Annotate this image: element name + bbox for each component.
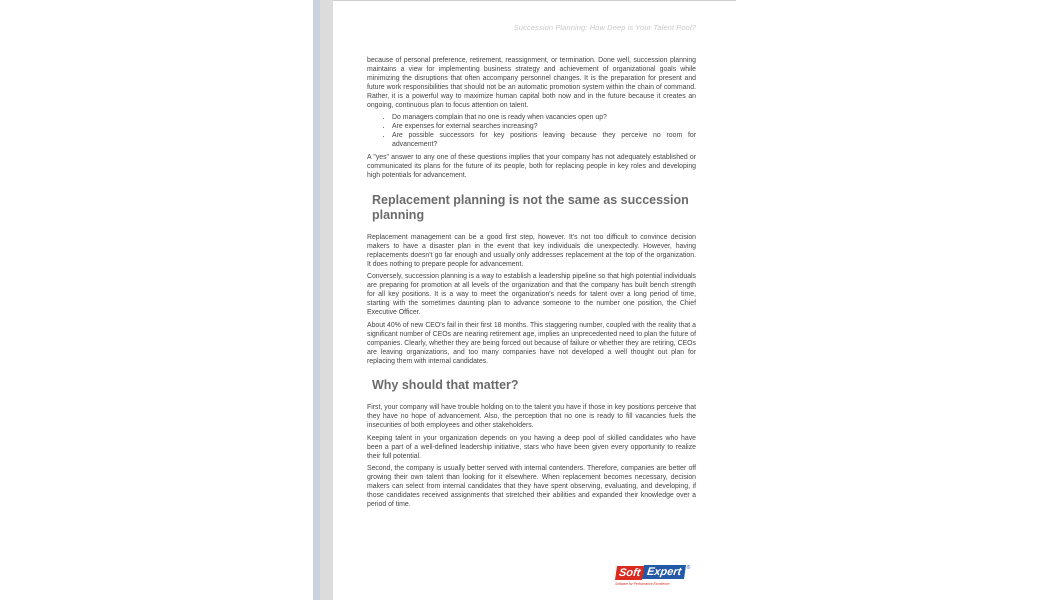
running-header: Succession Planning: How Deep is Your Talent Pool?: [513, 23, 696, 32]
registered-mark: ®: [686, 565, 691, 571]
list-item: • Are expenses for external searches increasing?: [392, 123, 696, 132]
logo-soft-block: Soft: [614, 565, 646, 581]
logo-tagline: Software for Performance Excellence: [615, 582, 670, 586]
list-item: • Are possible successors for key positions leaving because they perceive no room for advancement?: [392, 132, 696, 150]
body-paragraph: Replacement management can be a good first step, however. It's not too difficult to convince decision makers to have a disaster plan in the event that key individuals die unexpectedly. However, having replacements doesn't go far enough and usually only addresses replacement at the top of the organization. It does nothing to prepare people for advancement.: [367, 233, 696, 268]
body-paragraph: First, your company will have trouble holding on to the talent you have if those in key positions perceive that they have no hope of advancement. Also, the perception that no one is ready to fill vacancies fuels the insecurities of both employees and other stakeholders.: [367, 403, 696, 429]
body-paragraph: Conversely, succession planning is a way to establish a leadership pipeline so that high potential individuals are preparing for promotion at all levels of the organization and that the company has built bench strength for all key positions. It is a way to meet the organization's needs for talent over a long period of time, starting with the sometimes daunting plan to advance someone to the number one position, the Chief Executive Officer.: [367, 273, 696, 317]
list-item: • Do managers complain that no one is ready when vacancies open up?: [392, 114, 696, 123]
section-heading-replacement-planning: Replacement planning is not the same as succession planning: [372, 192, 689, 223]
logo-wordmark: [615, 565, 697, 581]
question-list: [367, 114, 696, 150]
body-paragraph: About 40% of new CEO's fail in their first 18 months. This staggering number, coupled with the reality that a significant number of CEOs are nearing retirement age, implies an unprecedented need to plan the future of companies. Clearly, whether they are being forced out because of failure or whether they are retiring, CEOs are leaving organizations, and too many companies have not developed a well thought out plan for replacing them with internal candidates.: [367, 321, 696, 365]
page-content: [367, 57, 696, 514]
document-page: [333, 0, 736, 600]
intro-paragraph: because of personal preference, retirement, reassignment, or termination. Done well, succession planning maintains a view for implementing business strategy and achievement of organizational goals while minimizing the disruptions that often accompany personnel changes. It is the preparation for present and future work responsibilities that should not be an automatic promotion system within the chain of command. Rather, it is a powerful way to maximize human capital both now and in the future because it creates an ongoing, continuous plan to focus attention on talent.: [367, 57, 696, 109]
logo-expert-block: Expert: [642, 565, 686, 579]
softexpert-logo: [615, 565, 697, 589]
intro-conclusion-paragraph: A "yes" answer to any one of these questions implies that your company has not adequately established or communicated its plans for the future of its people, both for replacing people in key roles and developing high potentials for advancement.: [367, 154, 696, 179]
body-paragraph: Keeping talent in your organization depends on you having a deep pool of skilled candidates who have been a part of a well-defined leadership initiative, stars who have been given every opportunity to realize their full potential.: [367, 434, 696, 460]
section-heading-why-matter: Why should that matter?: [372, 378, 519, 393]
viewer-scroll-strip[interactable]: [313, 0, 320, 600]
body-paragraph: Second, the company is usually better served with internal contenders. Therefore, companies are better off growing their own talent than looking for it elsewhere. When replacement becomes necessary, decision makers can select from internal candidates that they have spent observing, evaluating, and developing, if those candidates received assignments that stretched their abilities and expanded their knowledge over a period of time.: [367, 465, 696, 509]
